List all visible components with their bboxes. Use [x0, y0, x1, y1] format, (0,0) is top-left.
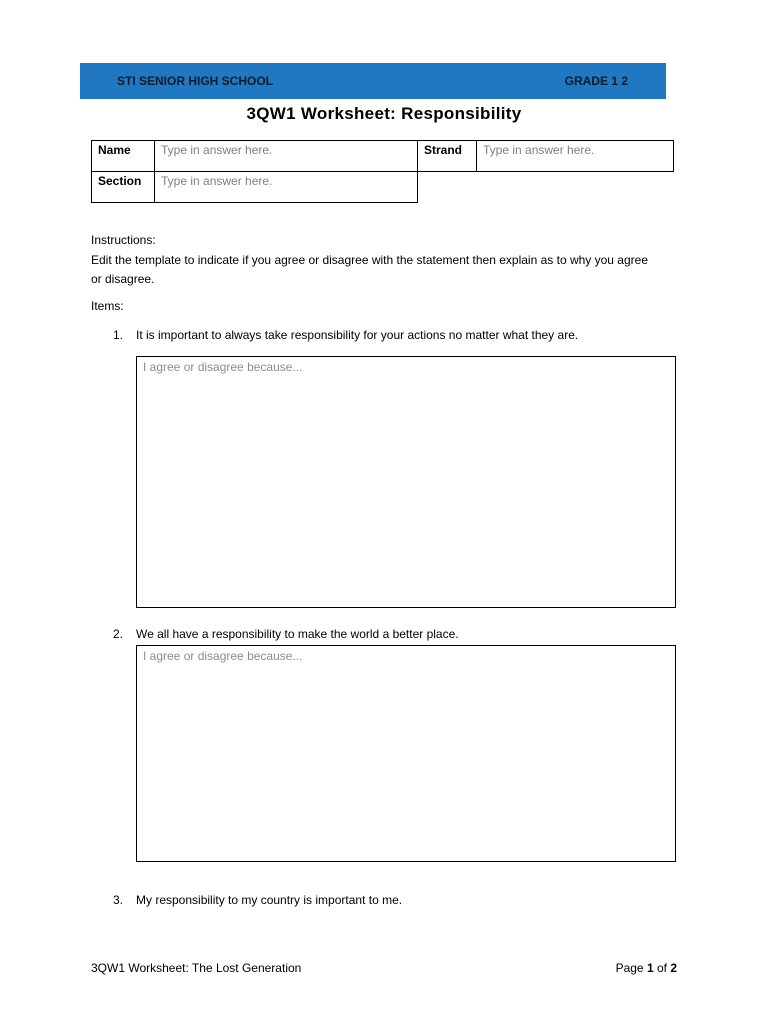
name-label: Name	[92, 141, 155, 172]
page-indicator	[616, 961, 677, 975]
empty-cell	[418, 172, 674, 203]
footer-document-name: 3QW1 Worksheet: The Lost Generation	[91, 961, 302, 975]
item-number: 2.	[113, 627, 124, 641]
grade-label: GRADE 1 2	[564, 74, 628, 88]
page-separator: of	[653, 961, 671, 975]
item-2	[113, 627, 459, 641]
section-field[interactable]: Type in answer here.	[155, 172, 418, 203]
header-bar	[80, 63, 666, 99]
item-3	[113, 893, 402, 907]
strand-label: Strand	[418, 141, 477, 172]
instructions-label: Instructions:	[91, 233, 156, 247]
item-number: 1.	[113, 328, 124, 342]
items-label: Items:	[91, 299, 124, 313]
strand-field[interactable]: Type in answer here.	[477, 141, 674, 172]
student-info-table	[91, 140, 674, 203]
instructions-text: Edit the template to indicate if you agree or disagree with the statement then explain as to why you agree or disagree.	[91, 253, 648, 286]
item-statement: It is important to always take responsibility for your actions no matter what they are.	[136, 328, 579, 342]
section-label: Section	[92, 172, 155, 203]
item-number: 3.	[113, 893, 124, 907]
worksheet-title: 3QW1 Worksheet: Responsibility	[246, 104, 522, 123]
page-prefix: Page	[615, 961, 647, 975]
item-1	[113, 328, 578, 342]
school-name: STI SENIOR HIGH SCHOOL	[117, 74, 274, 88]
name-field[interactable]: Type in answer here.	[155, 141, 418, 172]
page-current: 1	[646, 961, 654, 975]
answer-placeholder: I agree or disagree because...	[143, 649, 303, 663]
page-total: 2	[670, 961, 677, 975]
item-statement: My responsibility to my country is important to me.	[136, 893, 403, 907]
answer-placeholder: I agree or disagree because...	[143, 360, 303, 374]
item-statement: We all have a responsibility to make the world a better place.	[136, 627, 459, 641]
answer-box-1[interactable]	[136, 356, 676, 608]
answer-box-2[interactable]	[136, 645, 676, 862]
